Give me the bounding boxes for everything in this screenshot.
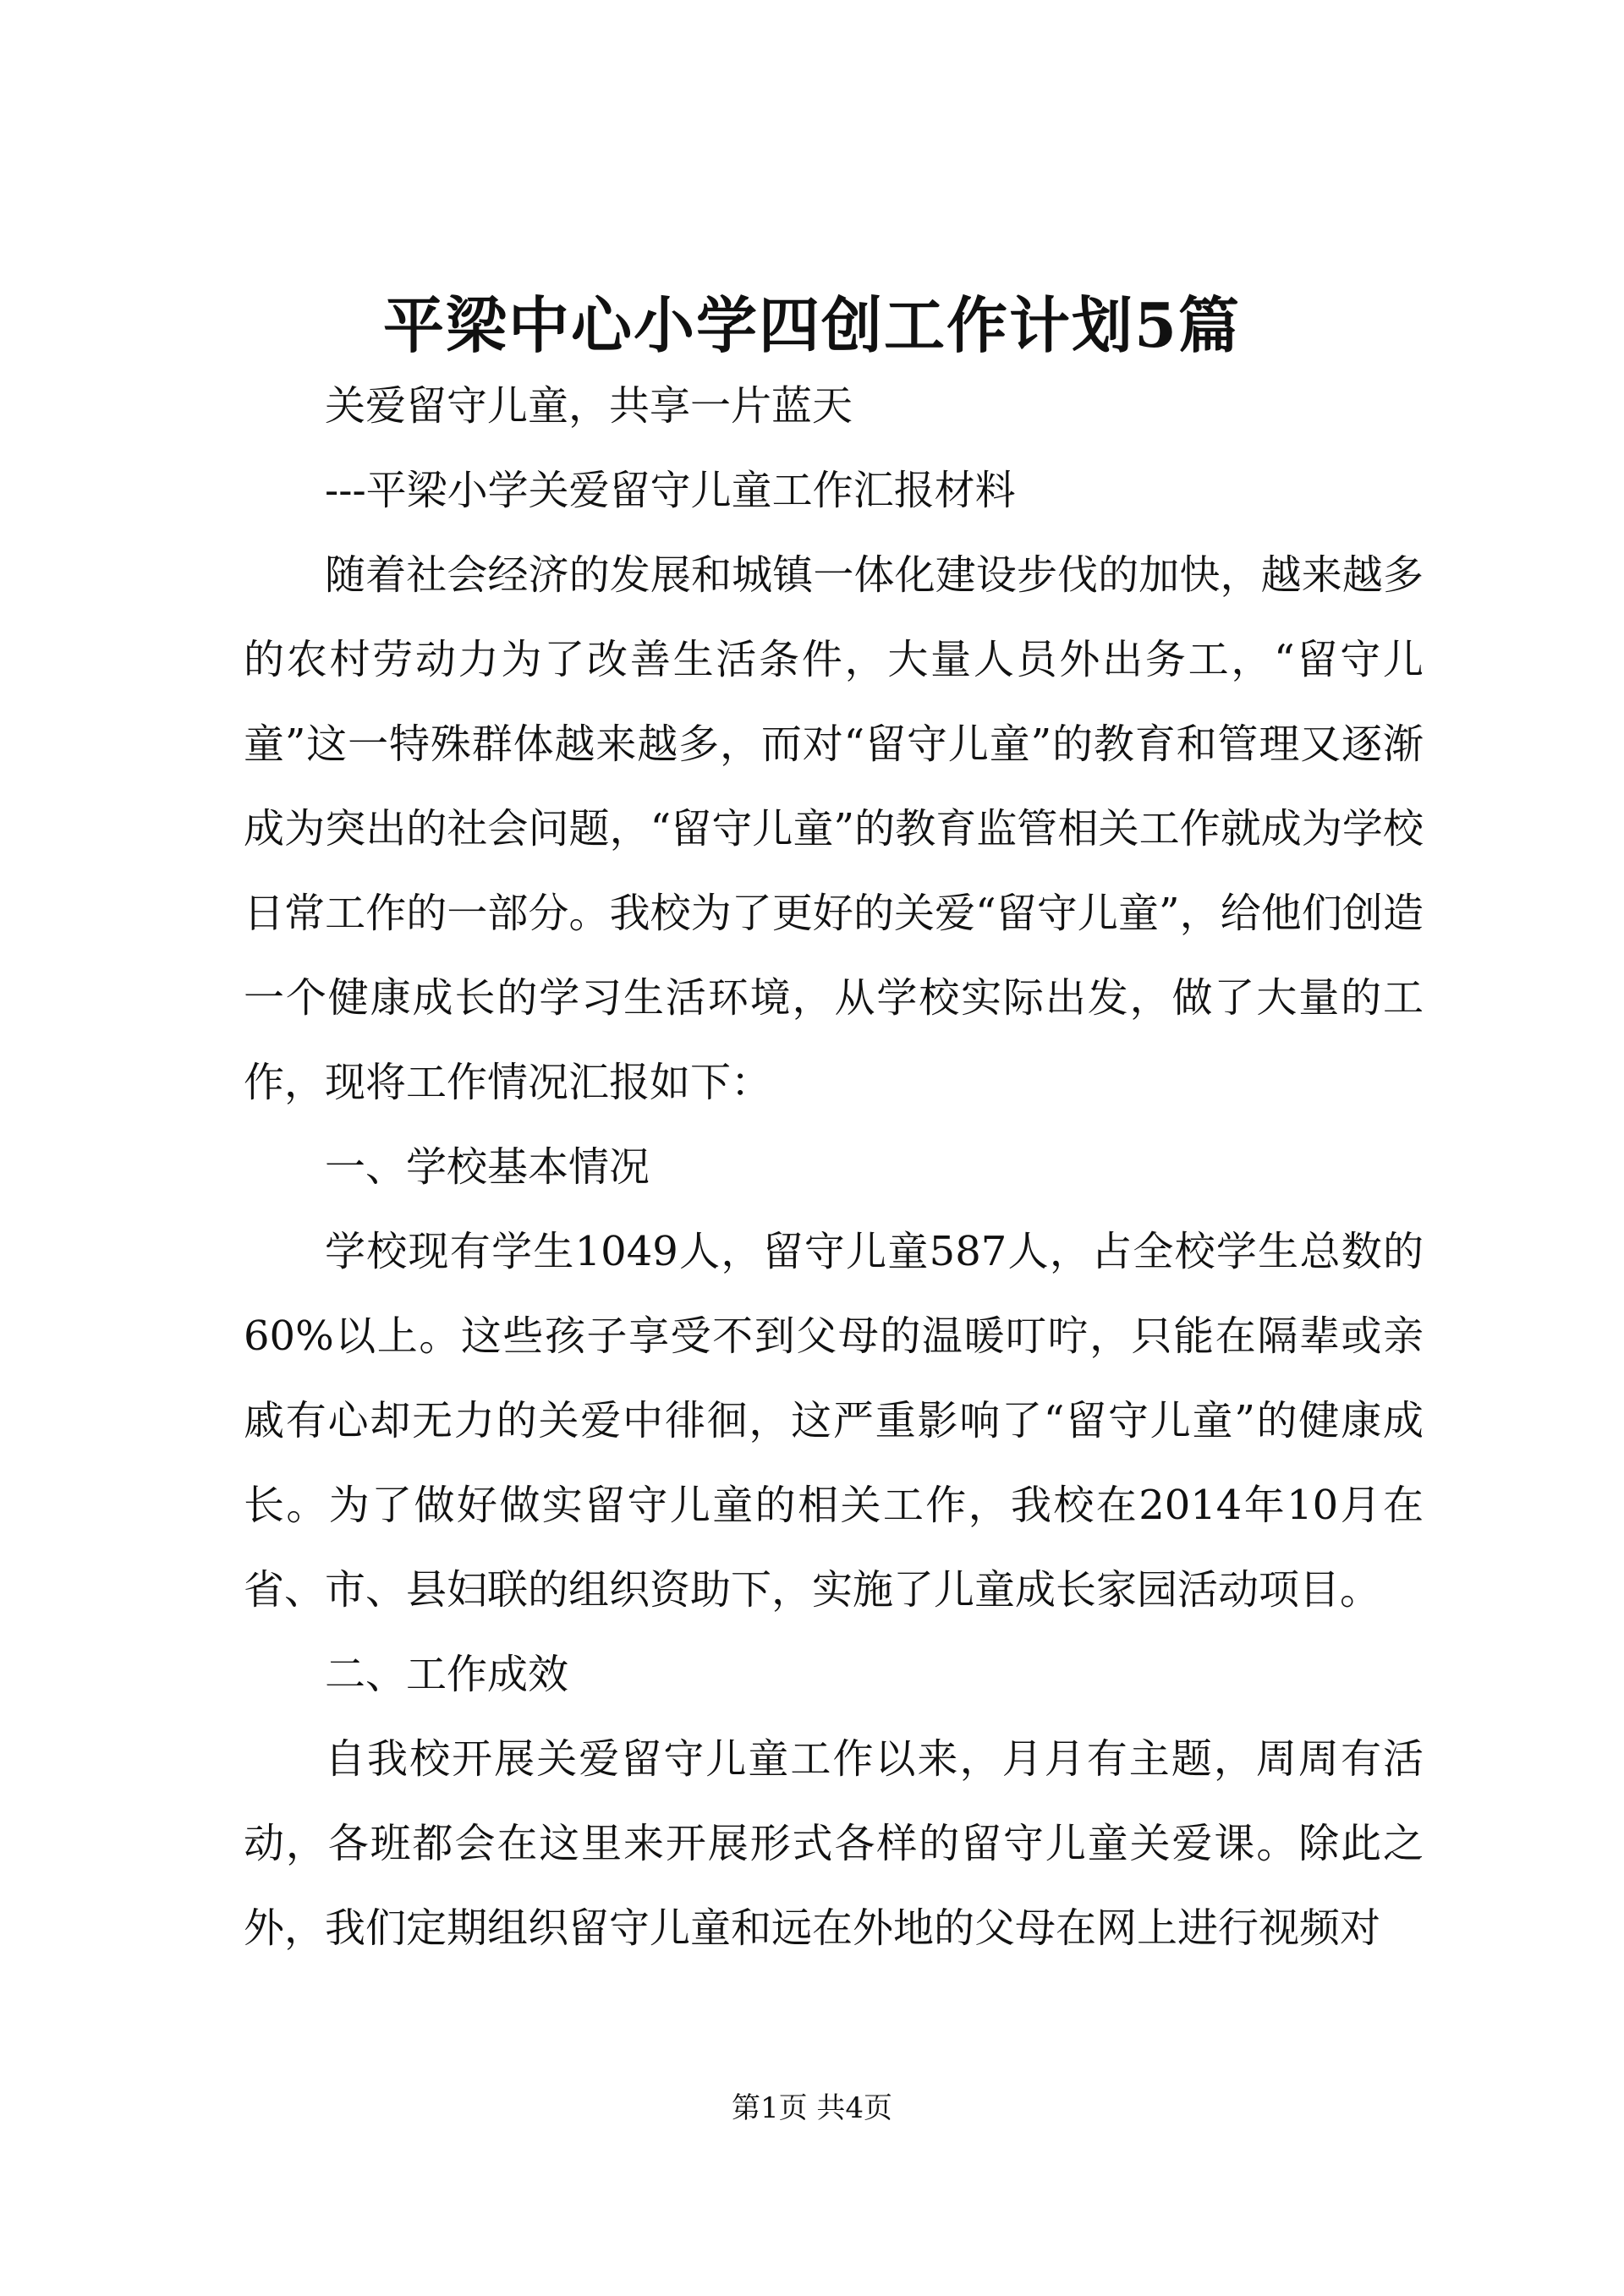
subtitle: 关爱留守儿童，共享一片蓝天 (325, 382, 853, 430)
paragraph-intro: 随着社会经济的发展和城镇一体化建设步伐的加快，越来越多的农村劳动力为了改善生活条件，大量人员外出务工，“留守儿童”这一特殊群体越来越多，而对“留守儿童”的教育和管理又逐渐成为突出的社会问题，“留守儿童”的教育监管相关工作就成为学校日常工作的一部分。我校为了更好的关爱“留守儿童”，给他们创造一个健康成长的学习生活环境，从学校实际出发，做了大量的工作，现将工作情况汇报如下： (244, 551, 1424, 1106)
section-heading-basic-info: 一、学校基本情况 (325, 1143, 650, 1191)
paragraph-results: 自我校开展关爱留守儿童工作以来，月月有主题，周周有活动，各班都会在这里来开展形式各样的留守儿童关爱课。除此之外，我们定期组织留守儿童和远在外地的父母在网上进行视频对 (244, 1735, 1424, 1952)
section-heading-results: 二、工作成效 (325, 1651, 569, 1698)
document-title: 平梁中心小学四创工作计划5篇 (382, 289, 1242, 361)
page-number-footer: 第1页 共4页 (731, 2091, 893, 2125)
subheading: ---平梁小学关爱留守儿童工作汇报材料 (325, 467, 1016, 514)
paragraph-basic-info: 学校现有学生1049人，留守儿童587人，占全校学生总数的60%以上。这些孩子享受不到父母的温暖叮咛，只能在隔辈或亲戚有心却无力的关爱中徘徊，这严重影响了“留守儿童”的健康成长。为了做好做实留守儿童的相关工作，我校在2014年10月在省、市、县妇联的组织资助下，实施了儿童成长家园活动项目。 (244, 1228, 1424, 1614)
document-body (244, 364, 1424, 1970)
